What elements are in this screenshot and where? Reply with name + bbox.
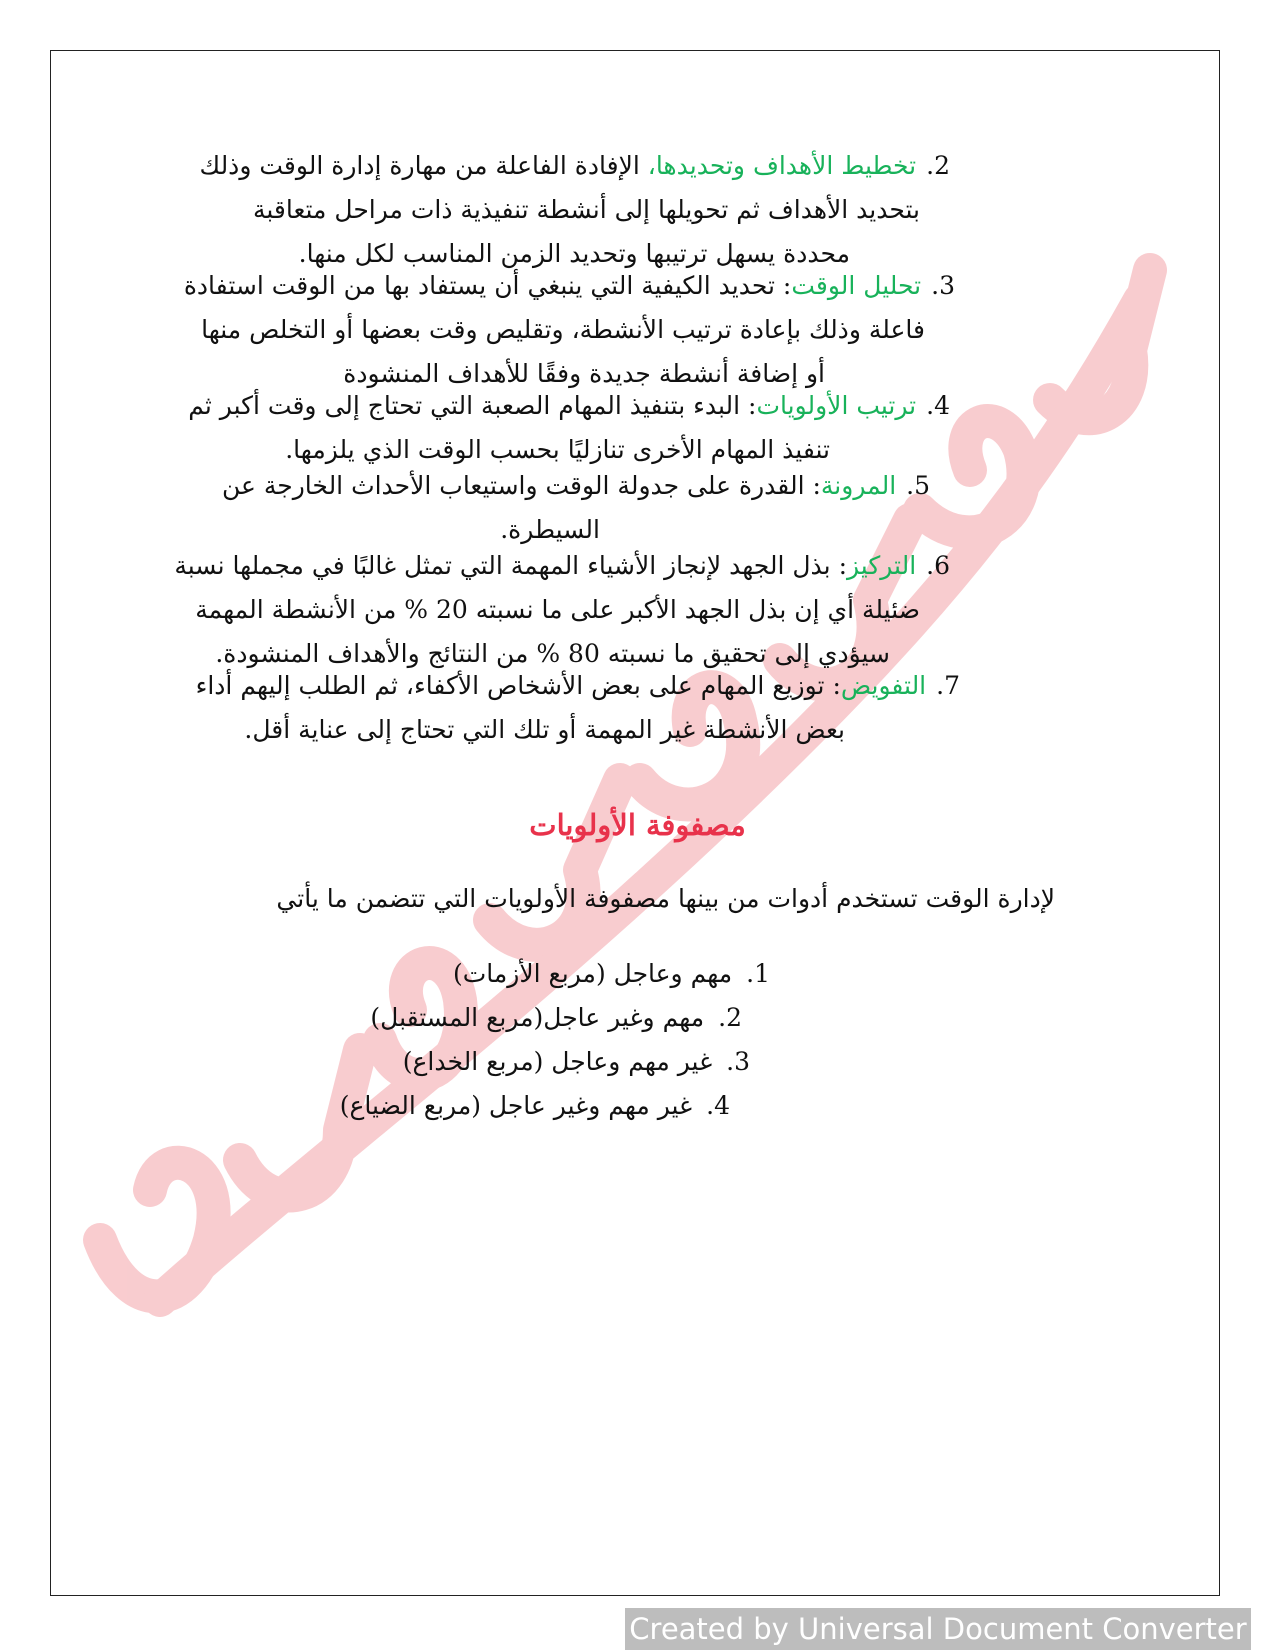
list-item bbox=[339, 1084, 730, 1128]
item-line: تنفيذ المهام الأخرى تنازليًا بحسب الوقت الذي يلزمها. bbox=[285, 435, 830, 464]
item-line bbox=[150, 664, 960, 708]
item-text: غير مهم وعاجل (مربع الخداع) bbox=[402, 1047, 713, 1076]
list-item-6 bbox=[160, 544, 950, 676]
item-line: محددة يسهل ترتيبها وتحديد الزمن المناسب لكل منها. bbox=[298, 239, 850, 268]
item-line bbox=[160, 544, 950, 588]
item-line: ضئيلة أي إن بذل الجهد الأكبر على ما نسبته 20 % من الأنشطة المهمة bbox=[195, 595, 920, 624]
list-item-4 bbox=[150, 384, 950, 472]
list-item bbox=[350, 952, 770, 996]
item-number: 5. bbox=[906, 471, 930, 500]
item-term: التفويض bbox=[840, 671, 927, 700]
item-line: فاعلة وذلك بإعادة ترتيب الأنشطة، وتقليص وقت بعضها أو التخلص منها bbox=[201, 315, 925, 344]
item-line: أو إضافة أنشطة جديدة وفقًا للأهداف المنشودة bbox=[343, 359, 825, 388]
item-number: 2. bbox=[718, 1003, 742, 1032]
item-text: مهم وعاجل (مربع الأزمات) bbox=[452, 959, 733, 988]
item-line bbox=[150, 384, 950, 428]
list-item-7 bbox=[150, 664, 960, 752]
item-text: : تحديد الكيفية التي ينبغي أن يستفاد بها من الوقت استفادة bbox=[183, 271, 792, 300]
item-text: مهم وغير عاجل(مربع المستقبل) bbox=[370, 1003, 705, 1032]
item-text: : بذل الجهد لإنجاز الأشياء المهمة التي تمثل غالبًا في مجملها نسبة bbox=[174, 551, 847, 580]
item-text: : البدء بتنفيذ المهام الصعبة التي تحتاج إلى وقت أكبر ثم bbox=[188, 391, 757, 420]
item-number: 4. bbox=[926, 391, 950, 420]
item-text: : القدرة على جدولة الوقت واستيعاب الأحداث الخارجة عن bbox=[221, 471, 821, 500]
list-item bbox=[350, 996, 742, 1040]
intro-paragraph: لإدارة الوقت تستخدم أدوات من بينها مصفوفة الأولويات التي تتضمن ما يأتي bbox=[276, 884, 1055, 913]
item-number: 3. bbox=[931, 271, 955, 300]
priority-matrix-list bbox=[339, 952, 790, 1128]
list-item-2 bbox=[150, 144, 950, 276]
item-number: 3. bbox=[726, 1047, 750, 1076]
list-item-5 bbox=[180, 464, 930, 552]
item-term: التركيز bbox=[847, 551, 917, 580]
item-text: : توزيع المهام على بعض الأشخاص الأكفاء، ثم الطلب إليهم أداء bbox=[195, 671, 841, 700]
item-line: بتحديد الأهداف ثم تحويلها إلى أنشطة تنفيذية ذات مراحل متعاقبة bbox=[252, 195, 920, 224]
item-term: المرونة bbox=[820, 471, 897, 500]
item-term: ترتيب الأولويات bbox=[756, 391, 917, 420]
item-line: بعض الأنشطة غير المهمة أو تلك التي تحتاج إلى عناية أقل. bbox=[244, 715, 845, 744]
item-number: 6. bbox=[926, 551, 950, 580]
item-line bbox=[150, 264, 955, 308]
item-line bbox=[180, 464, 930, 508]
item-text: الإفادة الفاعلة من مهارة إدارة الوقت وذلك bbox=[199, 151, 648, 180]
section-heading: مصفوفة الأولويات bbox=[529, 808, 746, 842]
item-text: غير مهم وغير عاجل (مربع الضياع) bbox=[339, 1091, 693, 1120]
item-number: 7. bbox=[936, 671, 960, 700]
item-line bbox=[150, 144, 950, 188]
list-item-3 bbox=[150, 264, 955, 396]
item-number: 4. bbox=[706, 1091, 730, 1120]
item-line: السيطرة. bbox=[500, 515, 600, 544]
converter-watermark-badge: Created by Universal Document Converter bbox=[625, 1608, 1251, 1650]
item-line: سيؤدي إلى تحقيق ما نسبته 80 % من النتائج والأهداف المنشودة. bbox=[215, 639, 890, 668]
list-item bbox=[350, 1040, 750, 1084]
item-term: تخطيط الأهداف وتحديدها، bbox=[647, 151, 917, 180]
item-number: 1. bbox=[746, 959, 770, 988]
item-term: تحليل الوقت bbox=[791, 271, 922, 300]
item-number: 2. bbox=[926, 151, 950, 180]
